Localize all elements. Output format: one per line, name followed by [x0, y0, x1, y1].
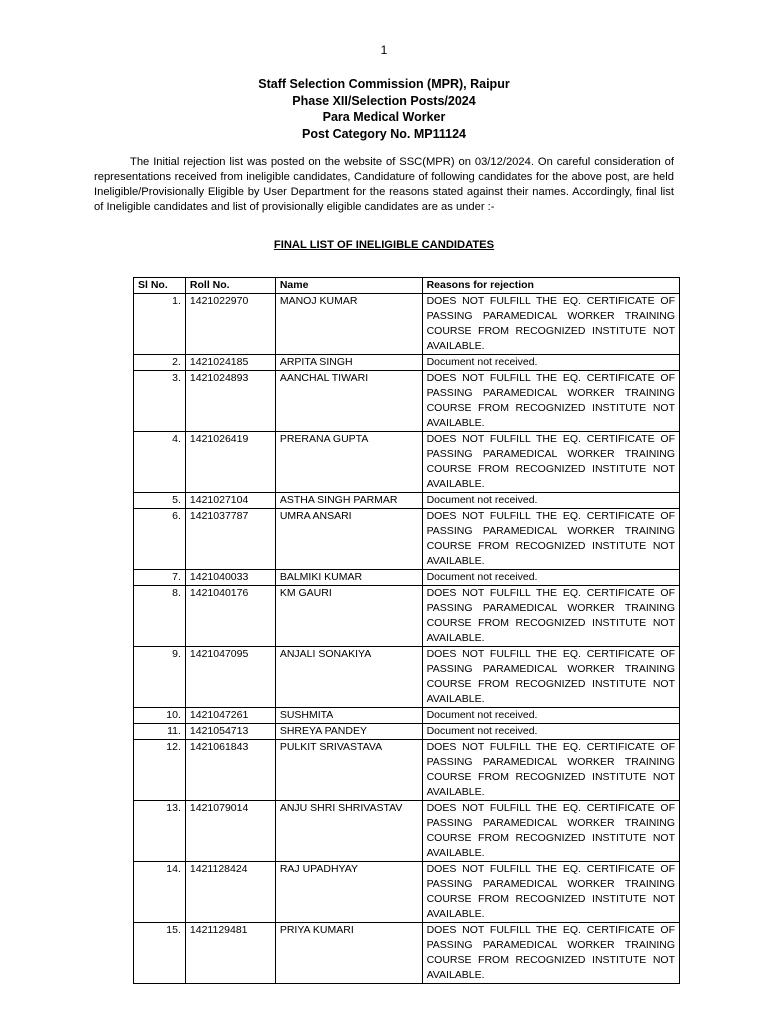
cell-roll-no: 1421047095: [185, 647, 275, 708]
cell-reason: Document not received.: [422, 570, 679, 586]
cell-name: SHREYA PANDEY: [275, 724, 422, 740]
table-row: [134, 570, 680, 586]
cell-reason: DOES NOT FULFILL THE EQ. CERTIFICATE OF PASSING PARAMEDICAL WORKER TRAINING COURSE FROM RECOGNIZED INSTITUTE NOT AVAILABLE.: [422, 294, 679, 355]
table-row: [134, 493, 680, 509]
column-header-roll-no: Roll No.: [185, 278, 275, 294]
cell-name: RAJ UPADHYAY: [275, 862, 422, 923]
table-row: [134, 862, 680, 923]
cell-sl-no: 10.: [134, 708, 186, 724]
table-row: [134, 923, 680, 984]
cell-reason: DOES NOT FULFILL THE EQ. CERTIFICATE OF PASSING PARAMEDICAL WORKER TRAINING COURSE FROM RECOGNIZED INSTITUTE NOT AVAILABLE.: [422, 586, 679, 647]
table-row: [134, 801, 680, 862]
cell-name: PULKIT SRIVASTAVA: [275, 740, 422, 801]
cell-name: ARPITA SINGH: [275, 355, 422, 371]
table-row: [134, 724, 680, 740]
cell-roll-no: 1421079014: [185, 801, 275, 862]
cell-roll-no: 1421128424: [185, 862, 275, 923]
ineligible-candidates-table: [133, 277, 680, 984]
header-phase: Phase XII/Selection Posts/2024: [292, 93, 476, 108]
cell-name: ANJALI SONAKIYA: [275, 647, 422, 708]
table-row: [134, 509, 680, 570]
cell-reason: DOES NOT FULFILL THE EQ. CERTIFICATE OF PASSING PARAMEDICAL WORKER TRAINING COURSE FROM RECOGNIZED INSTITUTE NOT AVAILABLE.: [422, 647, 679, 708]
cell-reason: DOES NOT FULFILL THE EQ. CERTIFICATE OF PASSING PARAMEDICAL WORKER TRAINING COURSE FROM RECOGNIZED INSTITUTE NOT AVAILABLE.: [422, 371, 679, 432]
header-organization: Staff Selection Commission (MPR), Raipur: [258, 77, 510, 91]
cell-name: SUSHMITA: [275, 708, 422, 724]
cell-name: PRIYA KUMARI: [275, 923, 422, 984]
header-post-category: Post Category No. MP11124: [302, 126, 466, 141]
cell-sl-no: 9.: [134, 647, 186, 708]
table-row: [134, 294, 680, 355]
cell-reason: DOES NOT FULFILL THE EQ. CERTIFICATE OF PASSING PARAMEDICAL WORKER TRAINING COURSE FROM RECOGNIZED INSTITUTE NOT AVAILABLE.: [422, 862, 679, 923]
column-header-sl-no: Sl No.: [134, 278, 186, 294]
cell-sl-no: 7.: [134, 570, 186, 586]
table-row: [134, 432, 680, 493]
table-header-row: [134, 278, 680, 294]
cell-roll-no: 1421040176: [185, 586, 275, 647]
column-header-reason: Reasons for rejection: [422, 278, 679, 294]
table-row: [134, 740, 680, 801]
cell-sl-no: 12.: [134, 740, 186, 801]
cell-sl-no: 15.: [134, 923, 186, 984]
column-header-name: Name: [275, 278, 422, 294]
cell-roll-no: 1421040033: [185, 570, 275, 586]
header-post-name: Para Medical Worker: [322, 110, 446, 124]
cell-reason: Document not received.: [422, 724, 679, 740]
cell-roll-no: 1421037787: [185, 509, 275, 570]
cell-sl-no: 3.: [134, 371, 186, 432]
table-row: [134, 708, 680, 724]
cell-reason: DOES NOT FULFILL THE EQ. CERTIFICATE OF PASSING PARAMEDICAL WORKER TRAINING COURSE FROM RECOGNIZED INSTITUTE NOT AVAILABLE.: [422, 923, 679, 984]
cell-sl-no: 11.: [134, 724, 186, 740]
cell-name: ANJU SHRI SHRIVASTAV: [275, 801, 422, 862]
cell-sl-no: 6.: [134, 509, 186, 570]
cell-sl-no: 2.: [134, 355, 186, 371]
cell-name: UMRA ANSARI: [275, 509, 422, 570]
section-title: FINAL LIST OF INELIGIBLE CANDIDATES: [273, 239, 495, 251]
cell-roll-no: 1421024893: [185, 371, 275, 432]
cell-reason: DOES NOT FULFILL THE EQ. CERTIFICATE OF PASSING PARAMEDICAL WORKER TRAINING COURSE FROM RECOGNIZED INSTITUTE NOT AVAILABLE.: [422, 801, 679, 862]
cell-roll-no: 1421024185: [185, 355, 275, 371]
cell-roll-no: 1421047261: [185, 708, 275, 724]
cell-roll-no: 1421027104: [185, 493, 275, 509]
cell-reason: Document not received.: [422, 355, 679, 371]
document-header: [0, 76, 768, 142]
cell-roll-no: 1421061843: [185, 740, 275, 801]
cell-roll-no: 1421026419: [185, 432, 275, 493]
cell-reason: DOES NOT FULFILL THE EQ. CERTIFICATE OF PASSING PARAMEDICAL WORKER TRAINING COURSE FROM RECOGNIZED INSTITUTE NOT AVAILABLE.: [422, 432, 679, 493]
cell-sl-no: 5.: [134, 493, 186, 509]
cell-reason: Document not received.: [422, 708, 679, 724]
cell-sl-no: 13.: [134, 801, 186, 862]
cell-sl-no: 8.: [134, 586, 186, 647]
cell-sl-no: 4.: [134, 432, 186, 493]
cell-roll-no: 1421129481: [185, 923, 275, 984]
cell-reason: DOES NOT FULFILL THE EQ. CERTIFICATE OF PASSING PARAMEDICAL WORKER TRAINING COURSE FROM RECOGNIZED INSTITUTE NOT AVAILABLE.: [422, 740, 679, 801]
cell-roll-no: 1421022970: [185, 294, 275, 355]
cell-name: AANCHAL TIWARI: [275, 371, 422, 432]
cell-name: KM GAURI: [275, 586, 422, 647]
cell-reason: Document not received.: [422, 493, 679, 509]
table-row: [134, 647, 680, 708]
cell-name: BALMIKI KUMAR: [275, 570, 422, 586]
cell-reason: DOES NOT FULFILL THE EQ. CERTIFICATE OF PASSING PARAMEDICAL WORKER TRAINING COURSE FROM RECOGNIZED INSTITUTE NOT AVAILABLE.: [422, 509, 679, 570]
intro-paragraph: The Initial rejection list was posted on the website of SSC(MPR) on 03/12/2024. On careful consideration of representations received from ineligible candidates, Candidature of following candidates for the above post, are held Ineligible/Provisionally Eligible by User Department for the reasons stated against their names. Accordingly, final list of Ineligible candidates and list of provisionally eligible candidates are as under :-: [94, 156, 674, 213]
cell-roll-no: 1421054713: [185, 724, 275, 740]
cell-sl-no: 1.: [134, 294, 186, 355]
table-row: [134, 355, 680, 371]
page-number: 1: [380, 43, 388, 57]
cell-name: MANOJ KUMAR: [275, 294, 422, 355]
cell-sl-no: 14.: [134, 862, 186, 923]
cell-name: ASTHA SINGH PARMAR: [275, 493, 422, 509]
table-row: [134, 586, 680, 647]
cell-name: PRERANA GUPTA: [275, 432, 422, 493]
table-row: [134, 371, 680, 432]
